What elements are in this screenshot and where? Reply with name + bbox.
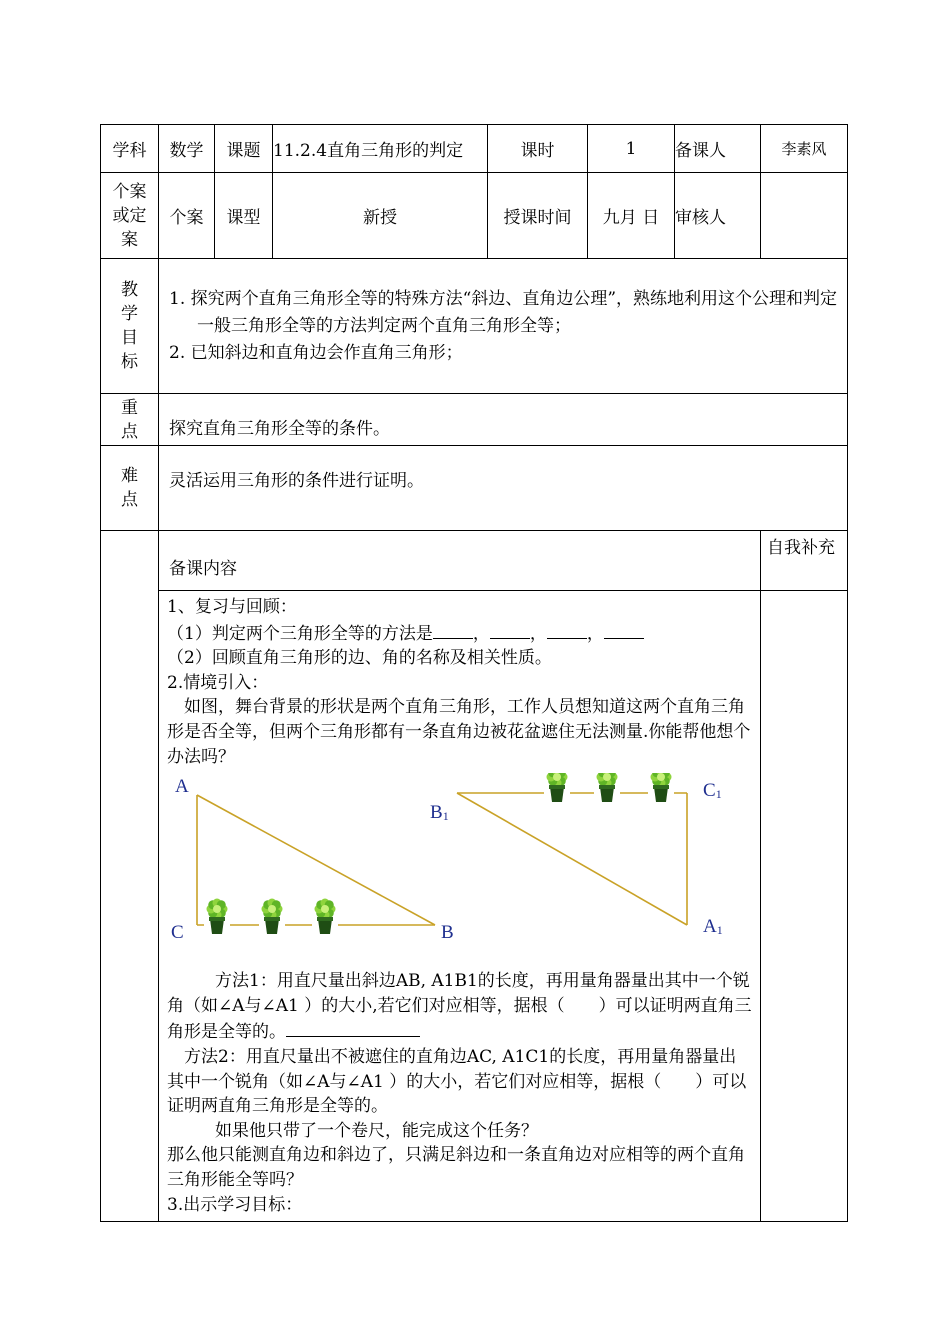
preparer-value: 李素风 [761, 125, 848, 173]
objective-item-2: 2. 已知斜边和直角边会作直角三角形； [169, 342, 463, 363]
type-label: 课型 [215, 173, 273, 259]
topic-value: 11.2.4直角三角形的判定 [273, 125, 488, 173]
label-C: C [171, 922, 184, 944]
label-A: A [175, 776, 189, 798]
section-3-title: 3.出示学习目标： [167, 1194, 303, 1215]
question-1: 如果他只带了一个卷尺，能完成这个任务？ [215, 1120, 538, 1141]
subject-label: 学科 [101, 125, 159, 173]
key-point-row [101, 394, 848, 446]
reviewer-label: 审核人 [675, 173, 761, 259]
scene-text: 如图，舞台背景的形状是两个直角三角形，工作人员想知道这两个直角三角形是否全等，但两个三角形都有一条直角边被花盆遮住无法测量.你能帮他想个办法吗？ [167, 697, 751, 767]
lesson-plan-table [100, 124, 848, 1222]
potted-plant-icon [544, 773, 570, 805]
label-B: B [441, 922, 454, 944]
content-header: 备课内容 [159, 531, 761, 591]
objectives-label: 教学目标 [101, 259, 159, 394]
review-question-1: （1）判定两个三角形全等的方法是 ， ， ， [167, 620, 752, 647]
case-value: 个案 [159, 173, 215, 259]
question-2: 那么他只能测直角边和斜边了，只满足斜边和一条直角边对应相等的两个直角三角形能全等吗？ [167, 1145, 745, 1190]
difficulty-row [101, 446, 848, 531]
content-body [159, 591, 761, 1222]
label-B1: $B_1$ [430, 802, 449, 824]
potted-plant-icon [648, 773, 674, 805]
content-left-blank [101, 531, 159, 1222]
potted-plant-icon [204, 897, 230, 937]
time-label: 授课时间 [488, 173, 588, 259]
potted-plant-icon [594, 773, 620, 805]
header-row-1 [101, 125, 848, 173]
review-title: 1、复习与回顾： [167, 597, 297, 617]
subject-value: 数学 [159, 125, 215, 173]
topic-label: 课题 [215, 125, 273, 173]
period-value: 1 [588, 125, 675, 173]
time-value: 九月 日 [588, 173, 675, 259]
header-row-2 [101, 173, 848, 259]
triangles-svg [167, 773, 747, 963]
supplement-column [761, 591, 848, 1222]
content-header-row [101, 531, 848, 591]
objectives-content [159, 259, 848, 394]
method-2: 方法2：用直尺量出不被遮住的直角边AC, A1C1的长度，再用量角器量出其中一个锐角（如∠A与∠A1 ）的大小，若它们对应相等，据根（ ）可以证明两直角三角形是全等的。 [167, 1046, 747, 1117]
supplement-header: 自我补充 [761, 531, 848, 591]
objectives-row [101, 259, 848, 394]
key-point-text: 探究直角三角形全等的条件。 [159, 394, 848, 446]
content-body-row [101, 591, 848, 1222]
reviewer-value [761, 173, 848, 259]
potted-plant-icon [312, 897, 338, 937]
preparer-label: 备课人 [675, 125, 761, 173]
edge-B1A1 [457, 793, 687, 925]
difficulty-label: 难点 [101, 446, 159, 531]
label-C1: $C_1$ [703, 780, 722, 802]
key-point-label: 重点 [101, 394, 159, 446]
difficulty-text: 灵活运用三角形的条件进行证明。 [159, 446, 848, 531]
stage-triangles-figure [167, 773, 747, 963]
method-1: 方法1：用直尺量出斜边AB, A1B1的长度，再用量角器量出其中一个锐角（如∠A与∠A1 ）的大小,若它们对应相等，据根（ ）可以证明两直角三角形是全等的。 [167, 971, 752, 1043]
potted-plant-icon [259, 897, 285, 937]
scene-title: 2.情境引入： [167, 672, 269, 693]
label-A1: $A_1$ [703, 916, 723, 938]
type-value: 新授 [273, 173, 488, 259]
period-label: 课时 [488, 125, 588, 173]
case-label: 个案或定案 [101, 173, 159, 259]
review-question-2: （2）回顾直角三角形的边、角的名称及相关性质。 [167, 648, 552, 669]
objective-item-1: 1. 探究两个直角三角形全等的特殊方法“斜边、直角边公理”，熟练地利用这个公理和判定一般三角形全等的方法判定两个直角三角形全等； [169, 288, 838, 336]
